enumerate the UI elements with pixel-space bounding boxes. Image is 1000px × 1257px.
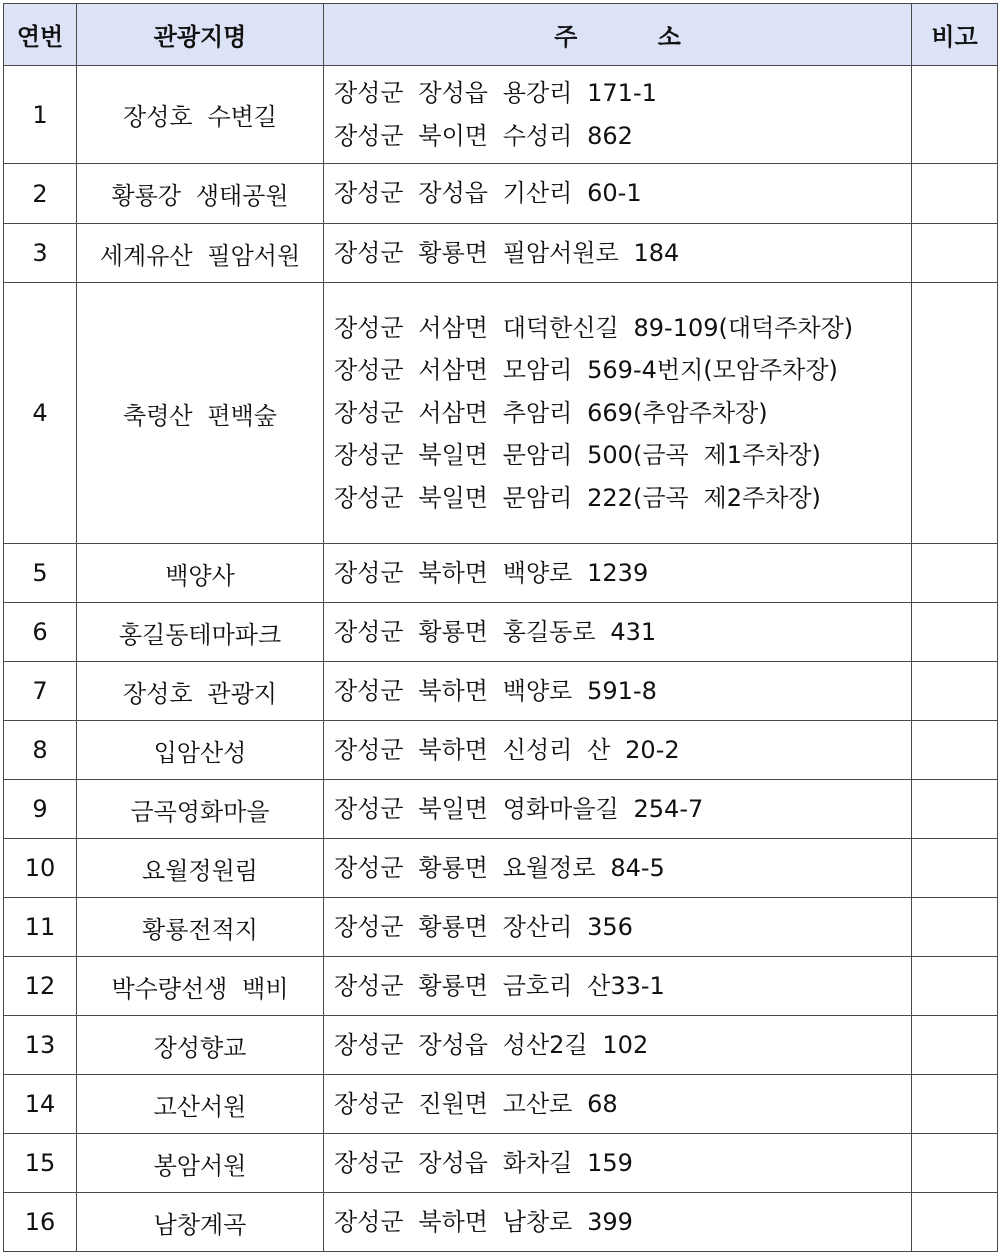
row-number: 15 [4, 1134, 77, 1193]
table-row [4, 1134, 998, 1193]
address-line: 장성군 진원면 고산로 68 [334, 1089, 618, 1118]
site-name: 박수량선생 백비 [77, 957, 324, 1016]
site-name: 봉암서원 [77, 1134, 324, 1193]
address-line: 장성군 장성읍 용강리 171-1 [334, 79, 657, 107]
site-address [324, 1193, 912, 1252]
site-address [324, 898, 912, 957]
site-address [324, 1016, 912, 1075]
address-line: 장성군 북일면 문암리 222(금곡 제2주차장) [334, 483, 821, 512]
site-note [912, 1075, 998, 1134]
row-number: 8 [4, 721, 77, 780]
address-line: 장성군 황룡면 홍길동로 431 [334, 617, 657, 646]
table-body [4, 66, 998, 1252]
site-note [912, 1134, 998, 1193]
address-line: 장성군 서삼면 대덕한신길 89-109(대덕주차장) [334, 313, 854, 342]
site-note [912, 662, 998, 721]
address-line: 장성군 황룡면 금호리 산33-1 [334, 971, 665, 1000]
row-number: 10 [4, 839, 77, 898]
address-line: 장성군 북하면 신성리 산 20-2 [334, 735, 680, 764]
site-name: 장성호 관광지 [77, 662, 324, 721]
address-line: 장성군 장성읍 화차길 159 [334, 1148, 633, 1177]
row-number: 16 [4, 1193, 77, 1252]
site-note [912, 780, 998, 839]
table-row [4, 1075, 998, 1134]
address-line: 장성군 장성읍 성산2길 102 [334, 1030, 649, 1059]
address-line: 장성군 북일면 문암리 500(금곡 제1주차장) [334, 441, 821, 470]
address-line: 장성군 황룡면 장산리 356 [334, 912, 633, 941]
row-number: 4 [4, 283, 77, 544]
table-row [4, 957, 998, 1016]
site-note [912, 544, 998, 603]
site-note [912, 898, 998, 957]
table-row [4, 839, 998, 898]
site-name: 장성호 수변길 [77, 66, 324, 164]
row-number: 13 [4, 1016, 77, 1075]
table-row [4, 1016, 998, 1075]
site-note [912, 66, 998, 164]
address-line: 장성군 황룡면 요월정로 84-5 [334, 853, 665, 882]
site-address [324, 1134, 912, 1193]
row-number: 11 [4, 898, 77, 957]
table-row [4, 898, 998, 957]
site-name: 백양사 [77, 544, 324, 603]
table-row [4, 721, 998, 780]
row-number: 2 [4, 164, 77, 224]
row-number: 9 [4, 780, 77, 839]
address-line: 장성군 장성읍 기산리 60-1 [334, 179, 642, 208]
tourist-sites-table [3, 3, 998, 1252]
site-note [912, 839, 998, 898]
header-name: 관광지명 [77, 4, 324, 66]
site-address [324, 66, 912, 164]
table-row [4, 544, 998, 603]
table-row [4, 780, 998, 839]
address-line: 장성군 북이면 수성리 862 [334, 121, 633, 150]
site-name: 금곡영화마을 [77, 780, 324, 839]
address-line: 장성군 북하면 남창로 399 [334, 1207, 633, 1236]
site-address [324, 544, 912, 603]
site-address [324, 957, 912, 1016]
site-address [324, 603, 912, 662]
row-number: 12 [4, 957, 77, 1016]
site-note [912, 1016, 998, 1075]
site-note [912, 603, 998, 662]
header-no: 연번 [4, 4, 77, 66]
header-row [4, 4, 998, 66]
site-name: 요월정원림 [77, 839, 324, 898]
address-line: 장성군 서삼면 모암리 569-4번지(모암주차장) [334, 356, 838, 385]
address-line: 장성군 북일면 영화마을길 254-7 [334, 794, 704, 823]
table-row [4, 1193, 998, 1252]
address-line: 장성군 황룡면 필암서원로 184 [334, 238, 680, 267]
site-name: 장성향교 [77, 1016, 324, 1075]
site-address [324, 224, 912, 283]
site-address [324, 1075, 912, 1134]
table-row [4, 283, 998, 544]
address-line: 장성군 북하면 백양로 591-8 [334, 676, 657, 705]
site-note [912, 164, 998, 224]
site-name: 홍길동테마파크 [77, 603, 324, 662]
header-note: 비고 [912, 4, 998, 66]
site-name: 남창계곡 [77, 1193, 324, 1252]
table-row [4, 224, 998, 283]
site-address [324, 839, 912, 898]
site-name: 축령산 편백숲 [77, 283, 324, 544]
table-row [4, 603, 998, 662]
table-row [4, 66, 998, 164]
site-address [324, 780, 912, 839]
site-address [324, 164, 912, 224]
site-address [324, 662, 912, 721]
row-number: 6 [4, 603, 77, 662]
row-number: 3 [4, 224, 77, 283]
site-note [912, 721, 998, 780]
table-row [4, 164, 998, 224]
site-note [912, 224, 998, 283]
row-number: 14 [4, 1075, 77, 1134]
row-number: 7 [4, 662, 77, 721]
address-line: 장성군 북하면 백양로 1239 [334, 558, 649, 587]
site-note [912, 1193, 998, 1252]
site-name: 황룡전적지 [77, 898, 324, 957]
row-number: 5 [4, 544, 77, 603]
site-name: 황룡강 생태공원 [77, 164, 324, 224]
header-address: 주 소 [324, 4, 912, 66]
address-line: 장성군 서삼면 추암리 669(추암주차장) [334, 398, 768, 427]
site-name: 입암산성 [77, 721, 324, 780]
site-address [324, 721, 912, 780]
site-note [912, 283, 998, 544]
site-name: 세계유산 필암서원 [77, 224, 324, 283]
site-address [324, 283, 912, 544]
site-name: 고산서원 [77, 1075, 324, 1134]
row-number: 1 [4, 66, 77, 164]
site-note [912, 957, 998, 1016]
table-row [4, 662, 998, 721]
